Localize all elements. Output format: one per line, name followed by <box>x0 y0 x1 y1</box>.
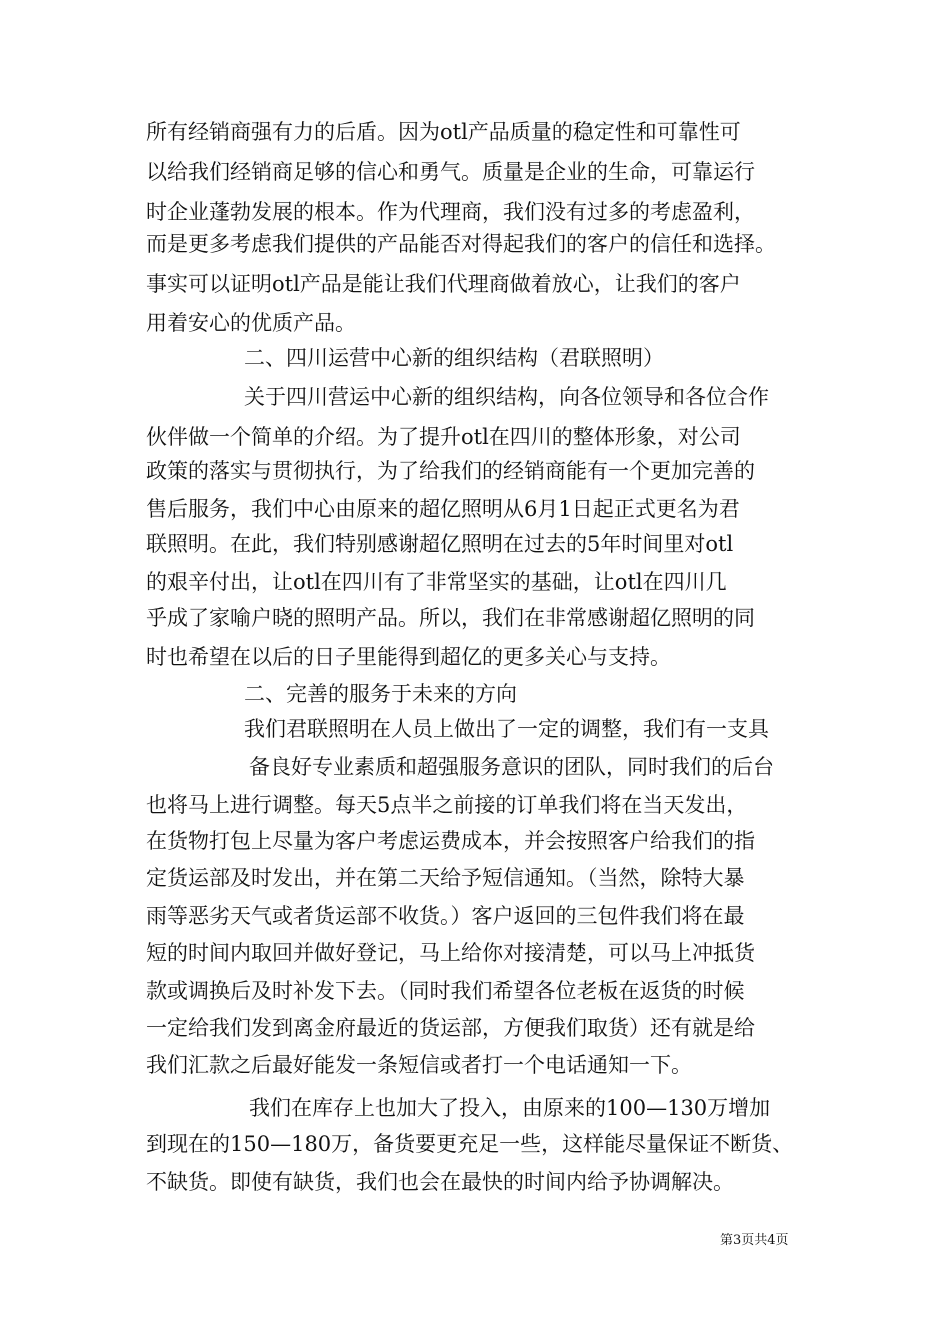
body-line: 款或调换后及时补发下去。（同时我们希望各位老板在返货的时候 <box>146 979 745 1003</box>
body-line: 时企业蓬勃发展的根本。作为代理商，我们没有过多的考虑盈利， <box>146 200 755 224</box>
body-line: 我们汇款之后最好能发一条短信或者打一个电话通知一下。 <box>146 1053 692 1077</box>
body-line: 事实可以证明otl产品是能让我们代理商做着放心，让我们的客户 <box>146 272 741 296</box>
section-heading: 二、完善的服务于未来的方向 <box>244 682 517 706</box>
body-line: 定货运部及时发出，并在第二天给予短信通知。（当然，除特大暴 <box>146 866 745 890</box>
body-line: 短的时间内取回并做好登记，马上给你对接清楚，可以马上冲抵货 <box>146 941 755 965</box>
body-line: 到现在的150—180万，备货要更充足一些，这样能尽量保证不断货、 <box>146 1132 794 1156</box>
body-line: 备良好专业素质和超强服务意识的团队，同时我们的后台 <box>249 755 774 779</box>
body-line: 雨等恶劣天气或者货运部不收货。）客户返回的三包件我们将在最 <box>146 904 745 928</box>
body-line: 乎成了家喻户晓的照明产品。所以，我们在非常感谢超亿照明的同 <box>146 606 755 630</box>
body-line: 售后服务，我们中心由原来的超亿照明从6月1日起正式更名为君 <box>146 497 740 521</box>
body-line: 在货物打包上尽量为客户考虑运费成本，并会按照客户给我们的指 <box>146 829 755 853</box>
body-line: 我们君联照明在人员上做出了一定的调整，我们有一支具 <box>244 717 769 741</box>
body-line: 不缺货。即使有缺货，我们也会在最快的时间内给予协调解决。 <box>146 1170 734 1194</box>
body-line: 所有经销商强有力的后盾。因为otl产品质量的稳定性和可靠性可 <box>146 120 741 144</box>
body-line: 用着安心的优质产品。 <box>146 311 356 335</box>
page-number: 第3页共4页 <box>720 1233 789 1248</box>
body-line: 也将马上进行调整。每天5点半之前接的订单我们将在当天发出， <box>146 793 748 817</box>
section-heading: 二、四川运营中心新的组织结构（君联照明） <box>244 346 664 370</box>
body-line: 伙伴做一个简单的介绍。为了提升otl在四川的整体形象，对公司 <box>146 425 741 449</box>
body-line: 以给我们经销商足够的信心和勇气。质量是企业的生命，可靠运行 <box>146 160 755 184</box>
body-line: 一定给我们发到离金府最近的货运部，方便我们取货）还有就是给 <box>146 1016 755 1040</box>
body-line: 我们在库存上也加大了投入，由原来的100—130万增加 <box>249 1096 771 1120</box>
body-line: 的艰辛付出，让otl在四川有了非常坚实的基础，让otl在四川几 <box>146 570 727 594</box>
body-line: 政策的落实与贯彻执行，为了给我们的经销商能有一个更加完善的 <box>146 459 755 483</box>
body-line: 联照明。在此，我们特别感谢超亿照明在过去的5年时间里对otl <box>146 532 734 556</box>
body-line: 时也希望在以后的日子里能得到超亿的更多关心与支持。 <box>146 645 671 669</box>
body-line: 关于四川营运中心新的组织结构，向各位领导和各位合作 <box>244 385 769 409</box>
body-line: 而是更多考虑我们提供的产品能否对得起我们的客户的信任和选择。 <box>146 232 776 256</box>
